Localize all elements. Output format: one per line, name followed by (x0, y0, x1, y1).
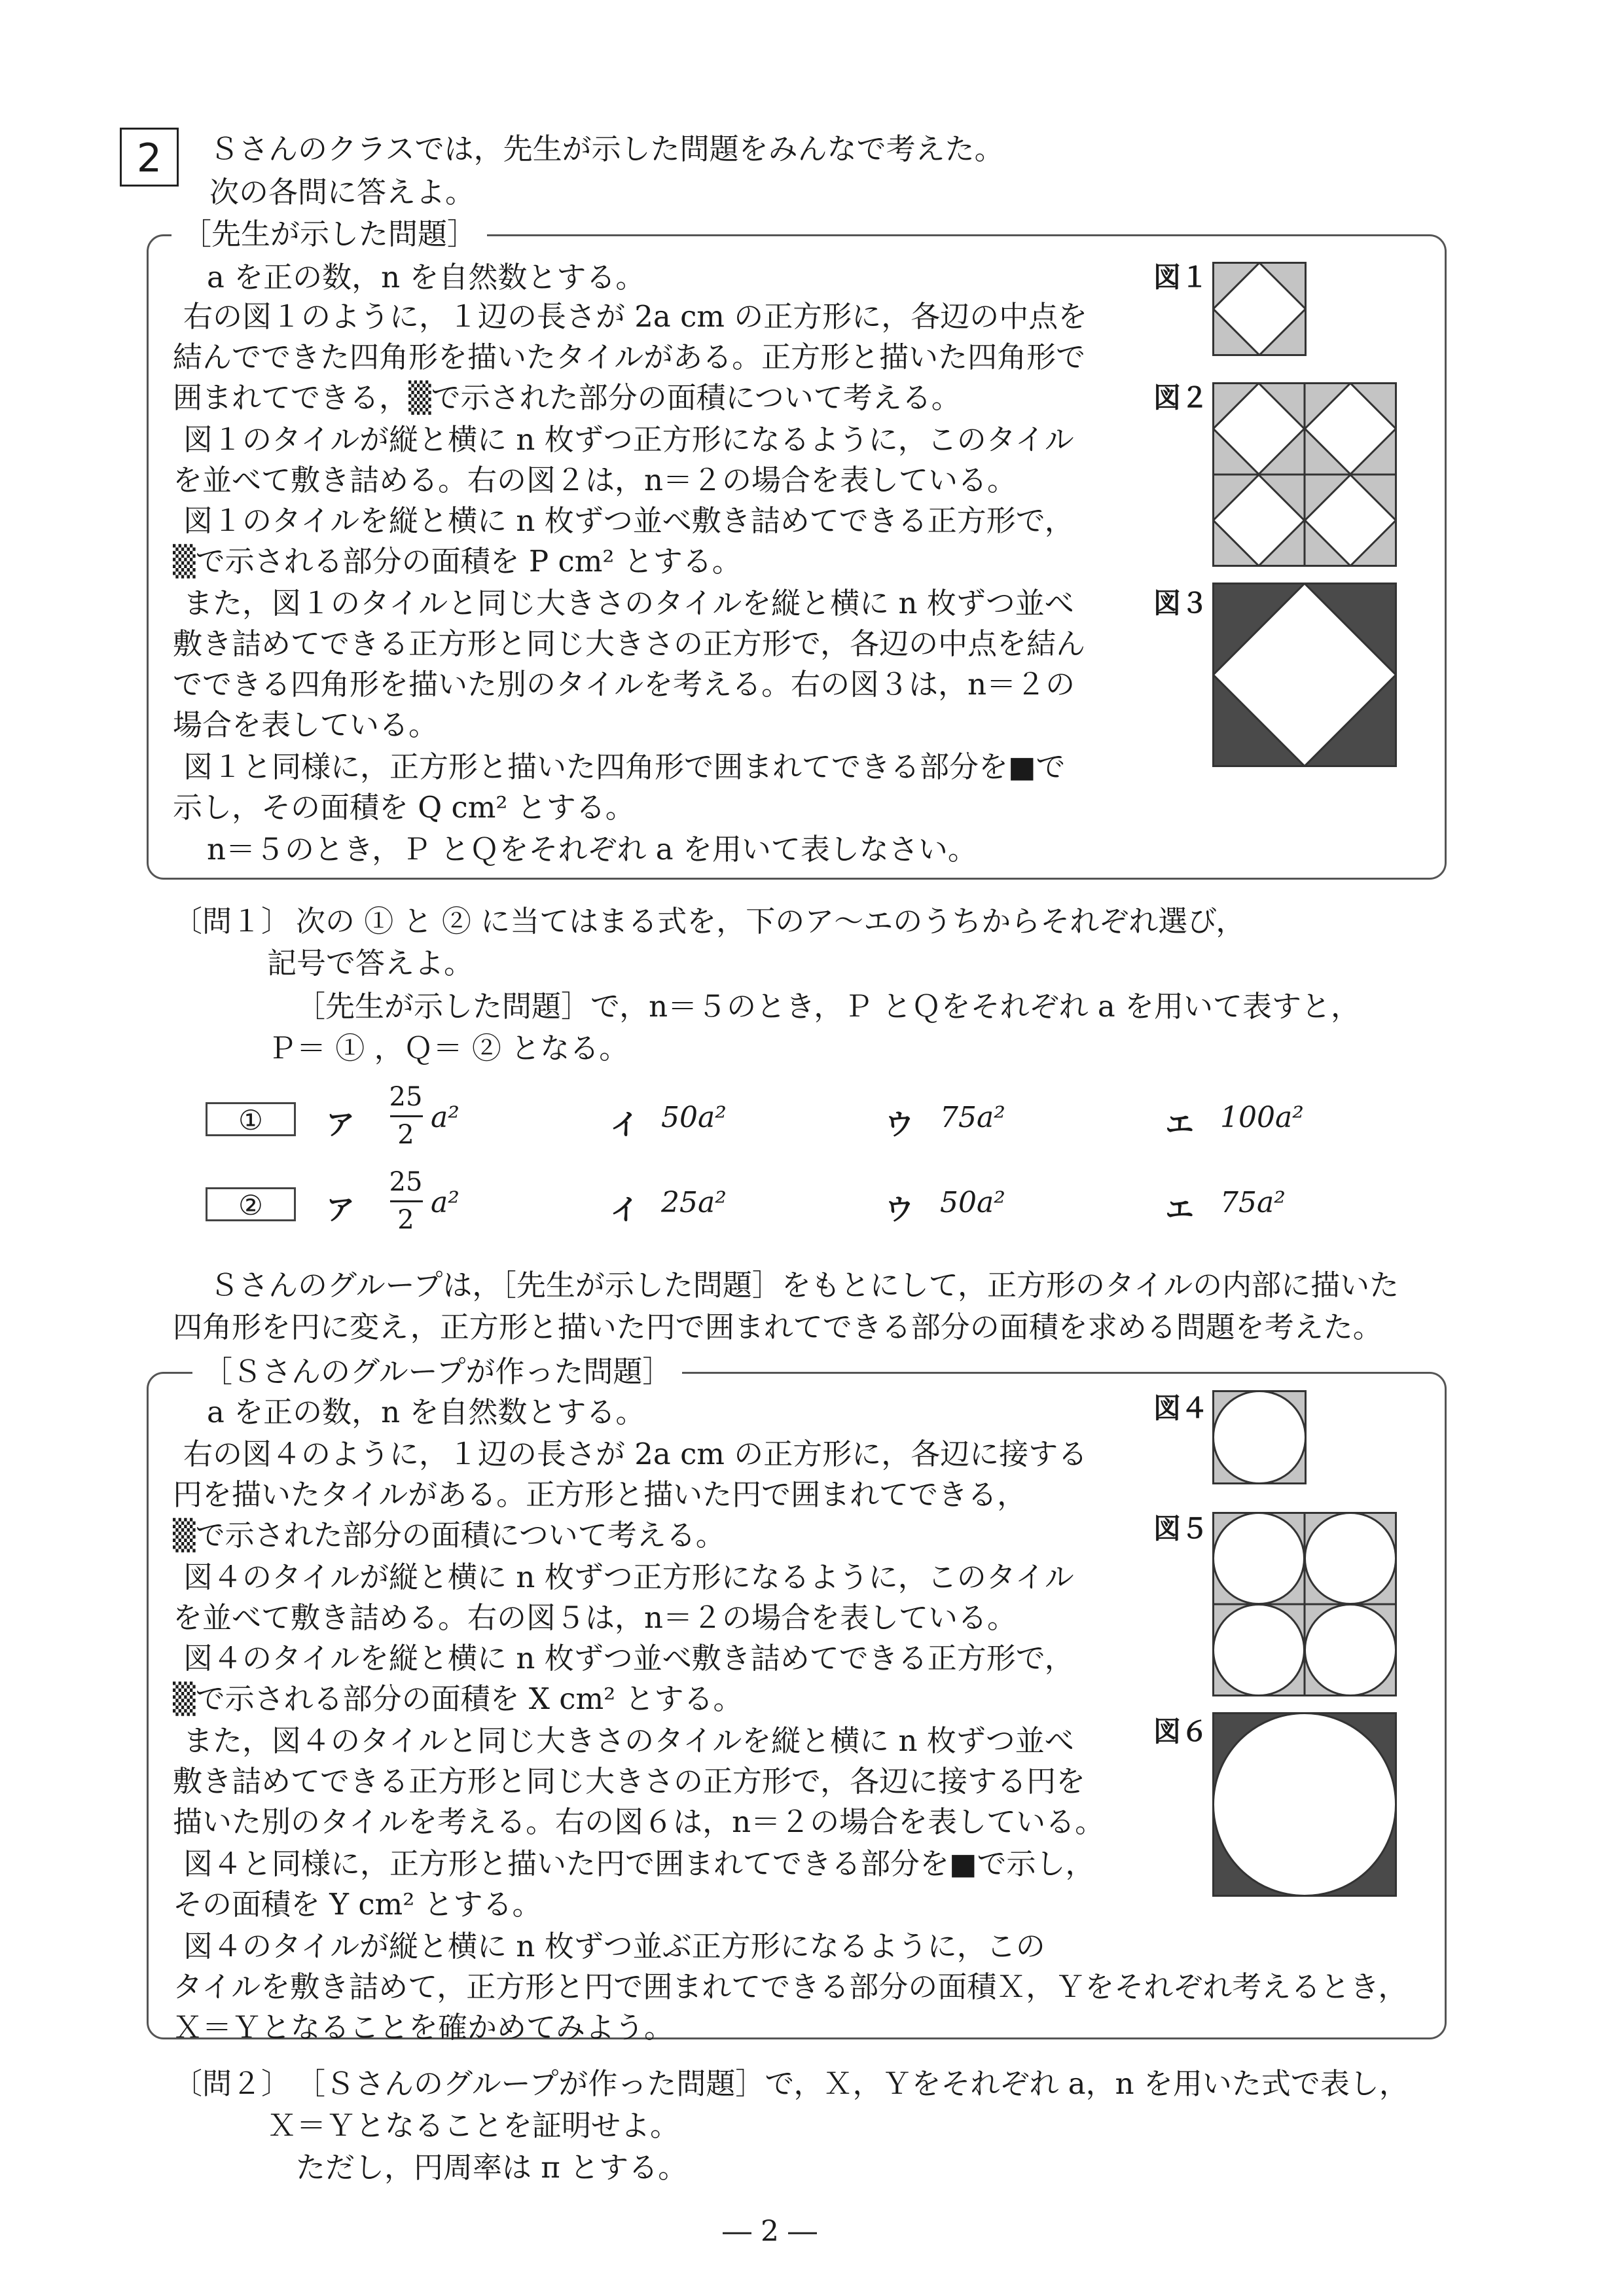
group-line: また，図４のタイルと同じ大きさのタイルを縦と横に n 枚ずつ並べ (183, 1723, 1074, 1758)
choice-value: 50a² (661, 1101, 727, 1134)
figure-1-diagram (1212, 262, 1307, 356)
teacher-line: ▒で示される部分の面積を P cm² とする。 (173, 544, 742, 579)
page-number: ― 2 ― (723, 2215, 817, 2248)
group-line: その面積を Y cm² とする。 (173, 1887, 542, 1922)
choice-box-2: ② (206, 1187, 296, 1221)
group-problem-title: ［Ｓさんのグループが作った問題］ (192, 1352, 682, 1391)
mid-line2: 四角形を円に変え，正方形と描いた円で囲まれてできる部分の面積を求める問題を考えた。 (173, 1310, 1382, 1344)
group-line: ▒で示される部分の面積を X cm² とする。 (173, 1681, 743, 1716)
choice-mark-e: エ (1165, 1193, 1194, 1227)
q1-line4: Ｐ＝ ① ，Ｑ＝ ② となる。 (267, 1031, 629, 1066)
teacher-line: でできる四角形を描いた別のタイルを考える。右の図３は，n＝２の (173, 667, 1075, 702)
figure-4-diagram (1212, 1390, 1307, 1484)
group-line: Ｘ＝Ｙとなることを確かめてみよう。 (173, 2010, 674, 2045)
teacher-line: a を正の数，n を自然数とする。 (207, 260, 645, 295)
teacher-line: 図１と同様に，正方形と描いた四角形で囲まれてできる部分を■で (183, 749, 1066, 784)
teacher-line: 場合を表している。 (173, 708, 439, 742)
teacher-line: また，図１のタイルと同じ大きさのタイルを縦と横に n 枚ずつ並べ (183, 586, 1074, 620)
teacher-line: 示し，その面積を Q cm² とする。 (173, 790, 635, 825)
group-line: a を正の数，n を自然数とする。 (207, 1395, 645, 1429)
figure-6-diagram (1212, 1712, 1397, 1897)
group-line: 描いた別のタイルを考える。右の図６は，n＝２の場合を表している。 (173, 1804, 1105, 1839)
choice-value: 75a² (940, 1101, 1005, 1134)
group-line: を並べて敷き詰める。右の図５は，n＝２の場合を表している。 (173, 1600, 1017, 1635)
choice-mark-e: エ (1165, 1108, 1194, 1141)
q1-line2: 記号で答えよ。 (267, 946, 474, 980)
frac-denominator: 2 (397, 1205, 414, 1235)
group-line: 敷き詰めてできる正方形と同じ大きさの正方形で，各辺に接する円を (173, 1764, 1086, 1799)
teacher-line: 図１のタイルを縦と横に n 枚ずつ並べ敷き詰めてできる正方形で， (183, 503, 1074, 538)
fig1-label: 図１ (1153, 261, 1209, 293)
q2-line2: Ｘ＝Ｙとなることを証明せよ。 (267, 2108, 680, 2143)
choice-mark-i: イ (610, 1108, 639, 1141)
fig4-label: 図４ (1153, 1392, 1209, 1424)
choice-mark-u: ウ (885, 1108, 914, 1141)
group-line: 図４のタイルが縦と横に n 枚ずつ並ぶ正方形になるように，この (183, 1929, 1045, 1964)
teacher-line: 右の図１のように，１辺の長さが 2a cm の正方形に，各辺の中点を (183, 299, 1088, 334)
q2-label: 〔問２〕 (173, 2066, 291, 2101)
frac-numerator: 25 (389, 1167, 423, 1197)
frac-line (390, 1200, 423, 1202)
teacher-line: を並べて敷き詰める。右の図２は，n＝２の場合を表している。 (173, 463, 1017, 497)
fig5-label: 図５ (1153, 1513, 1209, 1545)
q2-line1: ［Ｓさんのグループが作った問題］で，Ｘ，Ｙをそれぞれ a，n を用いた式で表し， (296, 2066, 1409, 2101)
group-line: タイルを敷き詰めて，正方形と円で囲まれてできる部分の面積Ｘ，Ｙをそれぞれ考えるとき， (173, 1969, 1408, 2004)
group-line: 図４と同様に，正方形と描いた円で囲まれてできる部分を■で示し， (183, 1846, 1095, 1881)
choice-mark-a: ア (326, 1193, 355, 1227)
frac-denominator: 2 (397, 1120, 414, 1150)
teacher-line: 図１のタイルが縦と横に n 枚ずつ正方形になるように，このタイル (183, 422, 1074, 457)
intro-line1: Ｓさんのクラスでは，先生が示した問題をみんなで考えた。 (209, 132, 1004, 166)
choice-mark-u: ウ (885, 1193, 914, 1227)
figure-3-diagram (1212, 583, 1397, 767)
choice-value: a² (431, 1186, 460, 1219)
teacher-problem-title: ［先生が示した問題］ (171, 215, 487, 254)
choice-box-1: ① (206, 1102, 296, 1136)
teacher-line: 囲まれてできる，▒で示された部分の面積について考える。 (173, 380, 961, 415)
fig6-label: 図６ (1153, 1715, 1209, 1748)
choice-value: 50a² (940, 1186, 1005, 1219)
figure-5-diagram (1212, 1512, 1397, 1696)
choice-value: 100a² (1220, 1101, 1304, 1134)
group-line: 図４のタイルを縦と横に n 枚ずつ並べ敷き詰めてできる正方形で， (183, 1641, 1074, 1676)
group-line: 円を描いたタイルがある。正方形と描いた円で囲まれてできる， (173, 1477, 1027, 1512)
q1-line3: ［先生が示した問題］で，n＝５のとき，Ｐ とＱをそれぞれ a を用いて表すと， (296, 989, 1361, 1024)
group-line: 図４のタイルが縦と横に n 枚ずつ正方形になるように，このタイル (183, 1560, 1074, 1594)
teacher-line: 結んでできた四角形を描いたタイルがある。正方形と描いた四角形で (173, 340, 1086, 374)
mid-line1: Ｓさんのグループは，［先生が示した問題］をもとにして，正方形のタイルの内部に描いた (209, 1268, 1399, 1302)
fig3-label: 図３ (1153, 587, 1209, 619)
teacher-line: 敷き詰めてできる正方形と同じ大きさの正方形で，各辺の中点を結ん (173, 626, 1086, 661)
question-number: 2 (120, 128, 179, 187)
figure-2-diagram (1212, 382, 1397, 567)
choice-value: 25a² (661, 1186, 727, 1219)
group-line: 右の図４のように，１辺の長さが 2a cm の正方形に，各辺に接する (183, 1437, 1088, 1471)
fig2-label: 図２ (1153, 382, 1209, 414)
choice-mark-a: ア (326, 1108, 355, 1141)
q1-line1: 次の ① と ② に当てはまる式を，下のア～エのうちからそれぞれ選び， (296, 904, 1246, 939)
frac-numerator: 25 (389, 1082, 423, 1112)
teacher-line: n＝５のとき，Ｐ とＱをそれぞれ a を用いて表しなさい。 (207, 832, 977, 867)
frac-line (390, 1115, 423, 1117)
choice-mark-i: イ (610, 1193, 639, 1227)
q2-line3: ただし，円周率は π とする。 (296, 2150, 688, 2185)
group-line: ▒で示された部分の面積について考える。 (173, 1518, 725, 1552)
intro-line2: 次の各問に答えよ。 (209, 175, 475, 209)
choice-value: 75a² (1220, 1186, 1286, 1219)
q1-label: 〔問１〕 (173, 904, 291, 939)
choice-value: a² (431, 1101, 460, 1134)
